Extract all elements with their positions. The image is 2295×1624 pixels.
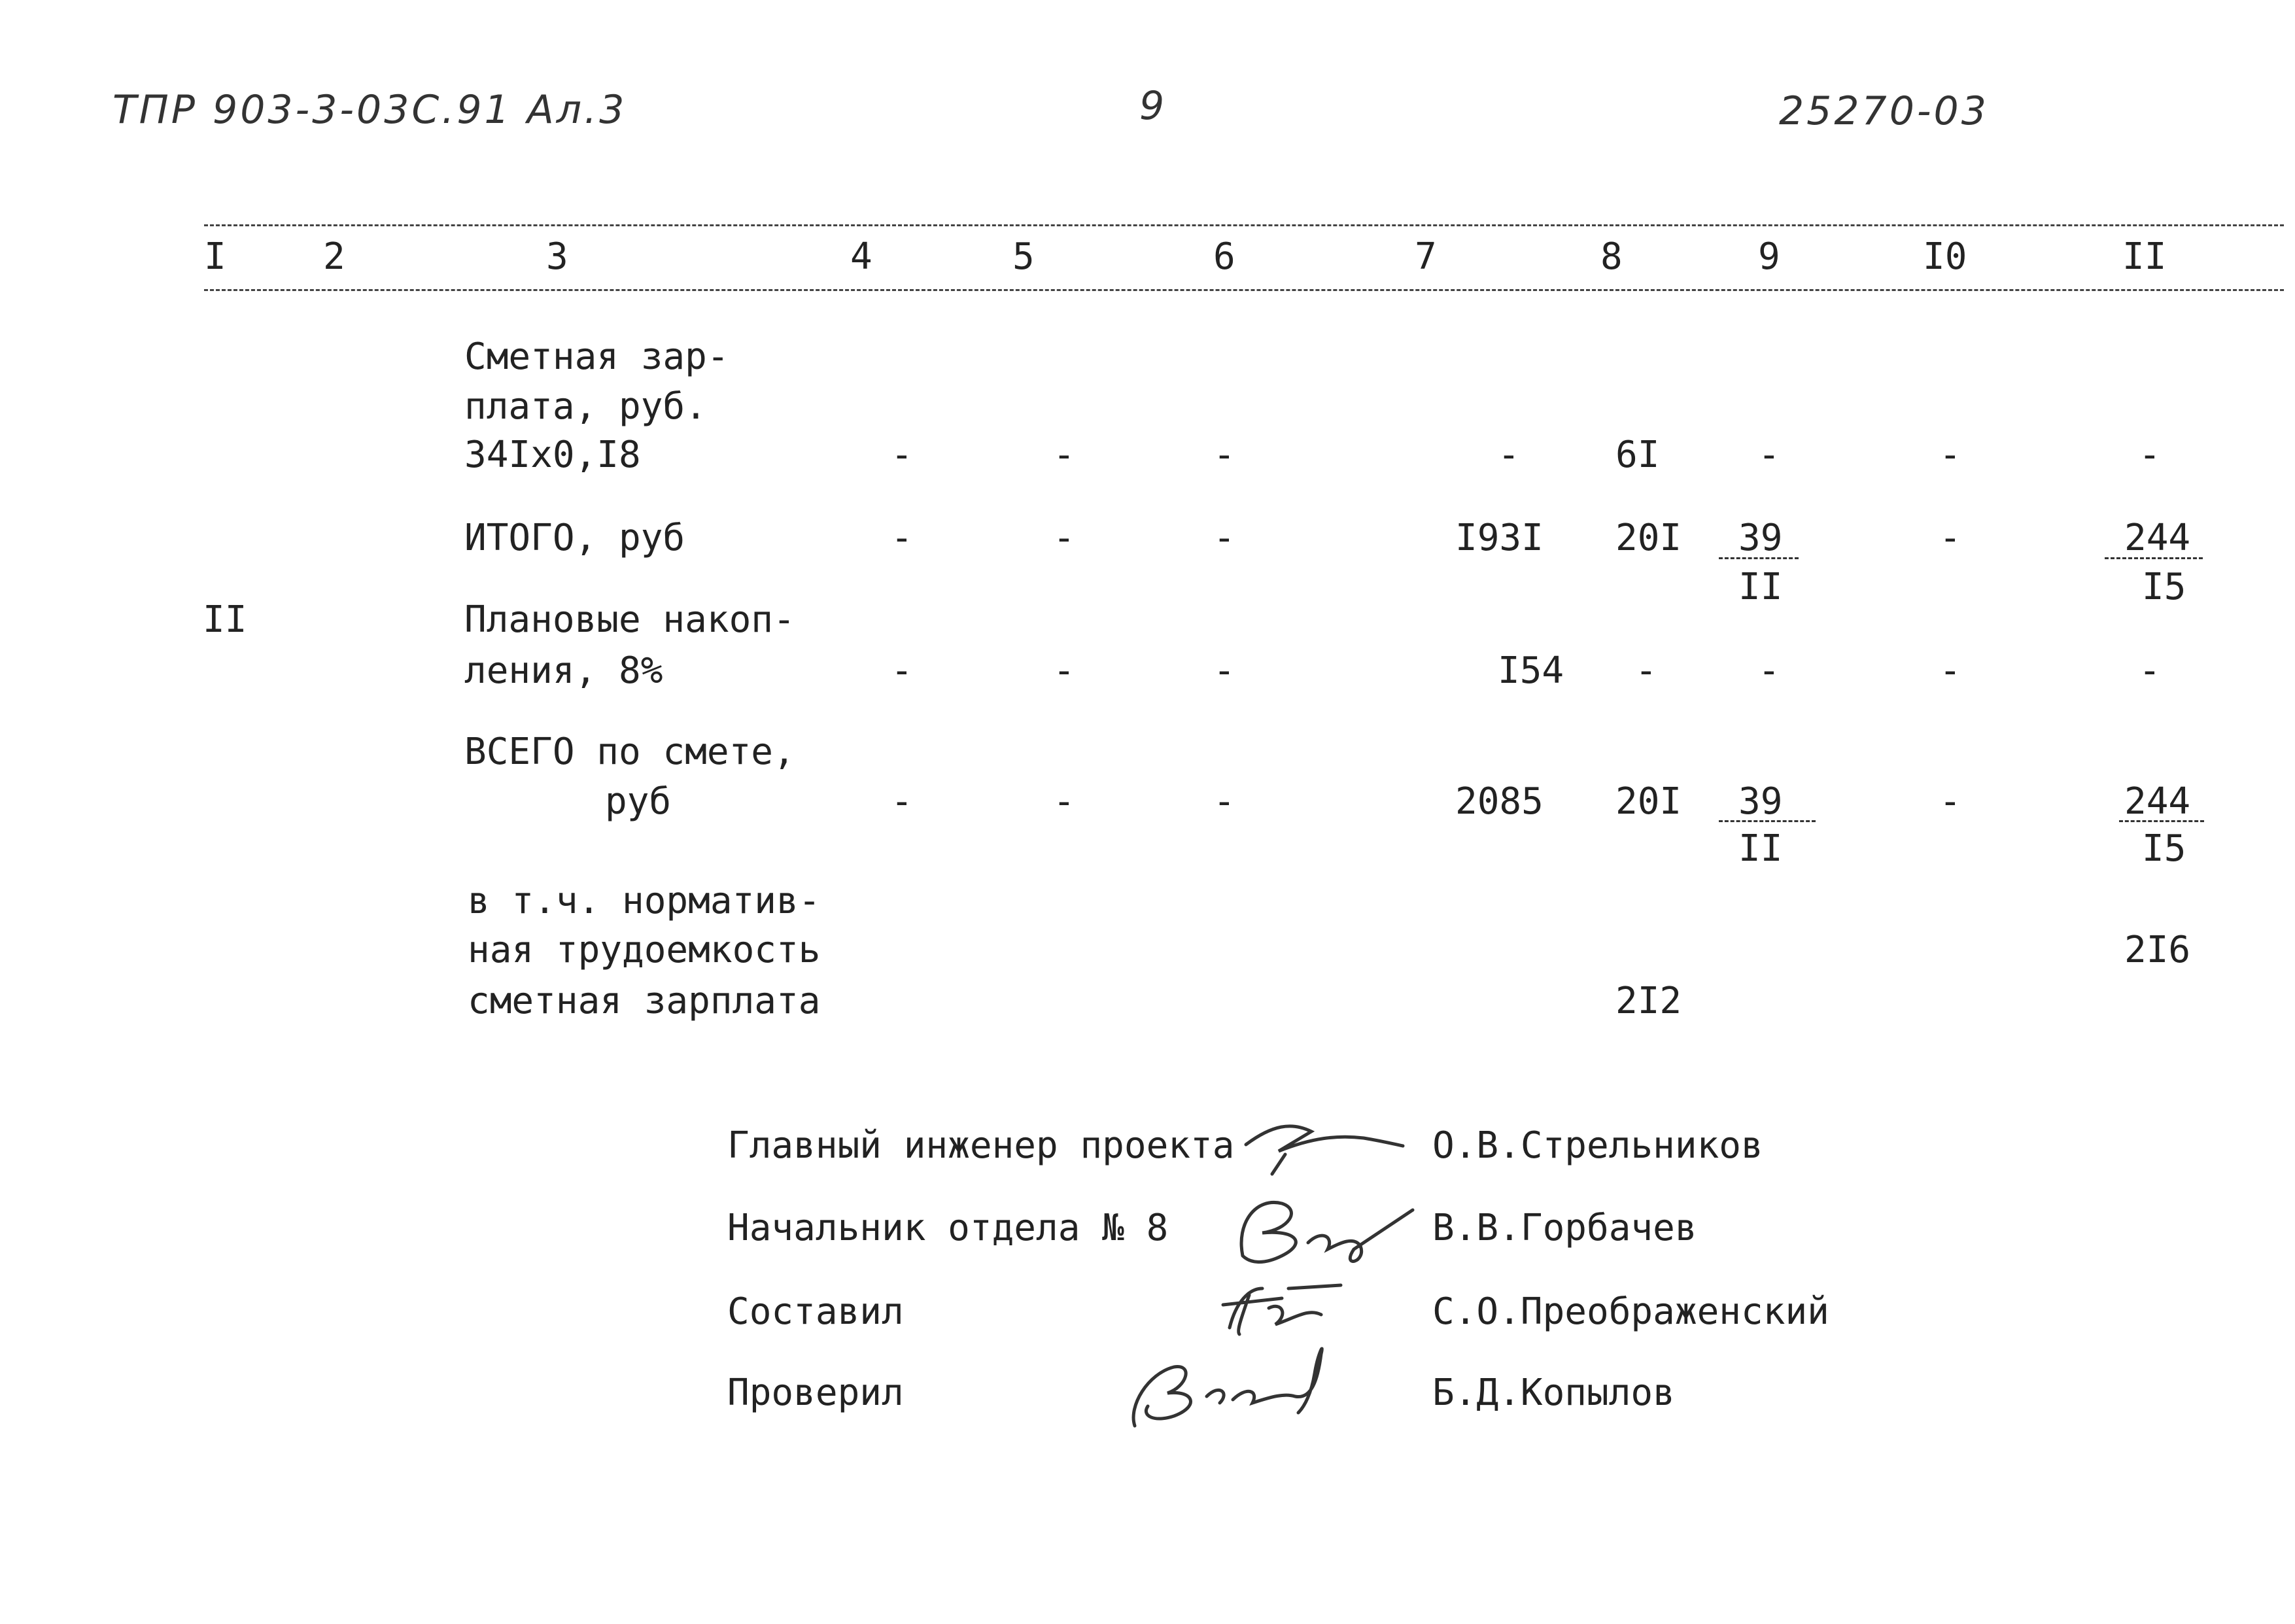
cell-col8: - bbox=[1635, 649, 1657, 692]
cell-col8: 20I bbox=[1615, 780, 1682, 823]
col-header-5: 5 bbox=[1012, 235, 1035, 278]
cell-col7: I54 bbox=[1498, 649, 1564, 692]
signature-name: О.В.Стрельников bbox=[1432, 1124, 1763, 1167]
signature-mark bbox=[1233, 1105, 1409, 1184]
fraction-col9-bottom: II bbox=[1738, 566, 1783, 608]
fraction-col9-top: 39 bbox=[1738, 517, 1783, 559]
fraction-col11-bottom: I5 bbox=[2142, 827, 2186, 870]
fraction-col11-bottom: I5 bbox=[2142, 566, 2186, 608]
cell-col7: I93I bbox=[1455, 517, 1544, 559]
cell-col8: 6I bbox=[1615, 434, 1660, 476]
col-header-8: 8 bbox=[1600, 235, 1623, 278]
signature-role: Главный инженер проекта bbox=[727, 1124, 1235, 1167]
fraction-col9-bar bbox=[1719, 820, 1816, 822]
row-label-line: сметная зарплата bbox=[468, 980, 821, 1022]
col-header-7: 7 bbox=[1415, 235, 1437, 278]
cell-col10: - bbox=[1939, 649, 1961, 692]
row-label-line: ления, 8% bbox=[464, 649, 663, 692]
cell-col9: - bbox=[1758, 649, 1780, 692]
cell-col6: - bbox=[1213, 517, 1235, 559]
cell-col8-wage: 2I2 bbox=[1615, 980, 1682, 1022]
cell-col10: - bbox=[1939, 780, 1961, 823]
fraction-col9-bar bbox=[1719, 557, 1799, 559]
fraction-col9-bottom: II bbox=[1738, 827, 1783, 870]
cell-col8: 20I bbox=[1615, 517, 1682, 559]
col-header-2: 2 bbox=[323, 235, 345, 278]
col-header-4: 4 bbox=[850, 235, 872, 278]
signature-mark bbox=[1122, 1334, 1357, 1432]
cell-col11: - bbox=[2139, 649, 2161, 692]
signature-name: Б.Д.Копылов bbox=[1432, 1372, 1675, 1414]
section-number: II bbox=[203, 598, 247, 641]
cell-col11: - bbox=[2139, 434, 2161, 476]
row-label-line: плата, руб. bbox=[464, 385, 707, 428]
row-label-line: Плановые накоп- bbox=[464, 598, 795, 641]
cell-col6: - bbox=[1213, 780, 1235, 823]
signature-mark bbox=[1223, 1184, 1426, 1275]
col-header-1: I bbox=[204, 235, 226, 278]
row-label-line: Сметная зар- bbox=[464, 336, 729, 378]
row-label-line: 34Iх0,I8 bbox=[464, 434, 641, 476]
cell-col4: - bbox=[891, 649, 913, 692]
signature-name: С.О.Преображенский bbox=[1432, 1290, 1829, 1333]
cell-col10: - bbox=[1939, 434, 1961, 476]
cell-col6: - bbox=[1213, 649, 1235, 692]
row-label-line: в т.ч. норматив- bbox=[468, 880, 821, 922]
row-label-line: ВСЕГО по смете, bbox=[464, 731, 795, 773]
cell-col7: 2085 bbox=[1455, 780, 1544, 823]
cell-col4: - bbox=[891, 780, 913, 823]
stamp-number: 25270-03 bbox=[1779, 88, 1989, 134]
document-code: ТПР 903-3-03С.91 Ал.3 bbox=[112, 87, 627, 133]
cell-col7: - bbox=[1498, 434, 1520, 476]
col-header-9: 9 bbox=[1758, 235, 1780, 278]
cell-col5: - bbox=[1053, 780, 1075, 823]
col-header-11: II bbox=[2122, 235, 2167, 278]
fraction-col11-bar bbox=[2105, 557, 2203, 559]
cell-col5: - bbox=[1053, 649, 1075, 692]
fraction-col11-bar bbox=[2119, 820, 2204, 822]
cell-col5: - bbox=[1053, 517, 1075, 559]
signature-role: Проверил bbox=[727, 1372, 904, 1414]
signature-role: Составил bbox=[727, 1290, 904, 1333]
cell-col10: - bbox=[1939, 517, 1961, 559]
row-label-line: руб bbox=[605, 780, 672, 823]
cell-col5: - bbox=[1053, 434, 1075, 476]
col-header-6: 6 bbox=[1213, 235, 1235, 278]
fraction-col11-top: 244 bbox=[2124, 780, 2191, 823]
cell-col11-labor: 2I6 bbox=[2124, 929, 2191, 971]
header-bottom-rule bbox=[204, 289, 2284, 291]
row-label-line: ная трудоемкость bbox=[468, 929, 821, 971]
row-label: ИТОГО, руб bbox=[464, 517, 685, 559]
page-number: 9 bbox=[1139, 83, 1167, 129]
fraction-col11-top: 244 bbox=[2124, 517, 2191, 559]
fraction-col9-top: 39 bbox=[1738, 780, 1783, 823]
cell-col9: - bbox=[1758, 434, 1780, 476]
signature-role: Начальник отдела № 8 bbox=[727, 1207, 1169, 1249]
header-top-rule bbox=[204, 224, 2284, 226]
col-header-10: I0 bbox=[1923, 235, 1967, 278]
cell-col4: - bbox=[891, 517, 913, 559]
signature-name: В.В.Горбачев bbox=[1432, 1207, 1697, 1249]
cell-col6: - bbox=[1213, 434, 1235, 476]
cell-col4: - bbox=[891, 434, 913, 476]
col-header-3: 3 bbox=[546, 235, 568, 278]
